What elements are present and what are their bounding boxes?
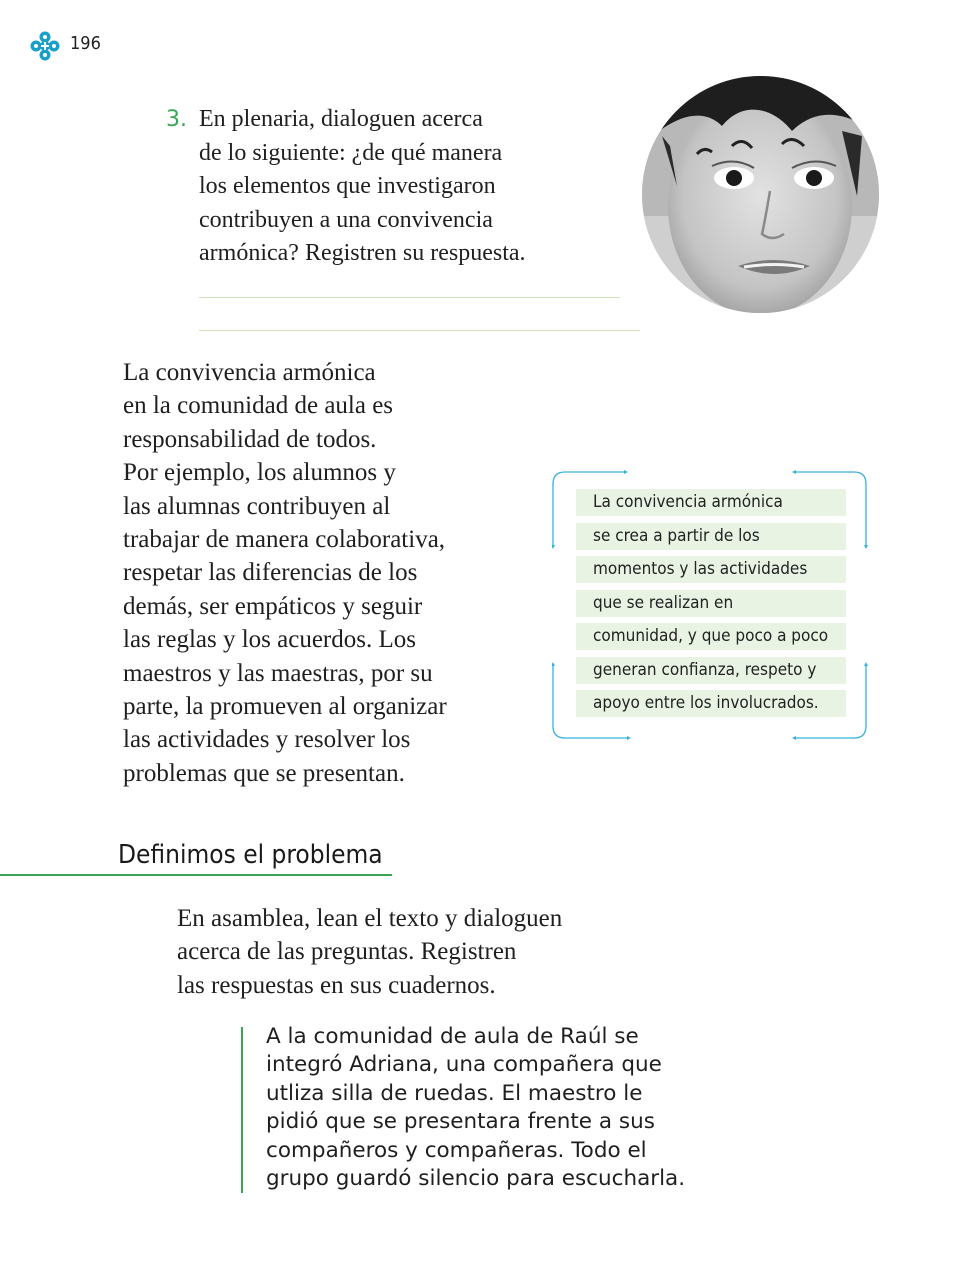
instruction-line: acerca de las preguntas. Registren [177, 938, 517, 966]
child-portrait-photo [642, 76, 879, 313]
body-paragraph [123, 356, 543, 790]
reading-passage [266, 1023, 706, 1193]
question-line: contribuyen a una convivencia [199, 206, 493, 233]
question-number: 3. [166, 107, 187, 132]
section-instruction [177, 902, 697, 1002]
question-line: armónica? Registren su respuesta. [199, 240, 526, 266]
paragraph-line: maestros y las maestras, por su [123, 659, 433, 687]
reading-line: integró Adriana, una compañera que [266, 1052, 662, 1078]
flower-logo-icon [29, 30, 61, 62]
callout-line: apoyo entre los involucrados. [576, 690, 846, 717]
paragraph-line: responsabilidad de todos. [123, 425, 377, 453]
callout-text [576, 489, 846, 724]
answer-line-2[interactable] [199, 330, 640, 331]
question-line: En plenaria, dialoguen acerca [199, 106, 483, 132]
question-text [199, 103, 639, 271]
paragraph-line: La convivencia armónica [123, 359, 376, 386]
page-number: 196 [70, 33, 101, 54]
paragraph-line: las reglas y los acuerdos. Los [123, 626, 416, 654]
reading-line: utliza silla de ruedas. El maestro le [266, 1080, 643, 1106]
paragraph-line: trabajar de manera colaborativa, [123, 526, 446, 554]
reading-quote-bar [241, 1027, 243, 1193]
section-rule [0, 874, 392, 876]
paragraph-line: las actividades y resolver los [123, 726, 411, 754]
answer-line-1[interactable] [199, 297, 620, 298]
paragraph-line: parte, la promueven al organizar [123, 693, 447, 721]
section-title: Definimos el problema [118, 840, 383, 870]
callout-line: comunidad, y que poco a poco [576, 623, 846, 650]
callout-line: que se realizan en [576, 590, 846, 617]
paragraph-line: problemas que se presentan. [123, 759, 405, 787]
callout-line: se crea a partir de los [576, 523, 846, 550]
instruction-line: En asamblea, lean el texto y dialoguen [177, 905, 563, 932]
callout-line: generan confianza, respeto y [576, 657, 846, 684]
reading-line: grupo guardó silencio para escucharla. [266, 1166, 686, 1192]
reading-line: A la comunidad de aula de Raúl se [266, 1024, 639, 1049]
paragraph-line: demás, ser empáticos y seguir [123, 592, 423, 620]
callout-line: momentos y las actividades [576, 556, 846, 583]
paragraph-line: respetar las diferencias de los [123, 559, 418, 587]
instruction-line: las respuestas en sus cuadernos. [177, 971, 496, 999]
callout-line: La convivencia armónica [576, 489, 846, 516]
reading-line: pidió que se presentara frente a sus [266, 1109, 655, 1135]
paragraph-line: en la comunidad de aula es [123, 392, 394, 420]
question-line: los elementos que investigaron [199, 173, 496, 199]
paragraph-line: las alumnas contribuyen al [123, 492, 391, 520]
reading-line: compañeros y compañeras. Todo el [266, 1137, 647, 1163]
question-line: de lo siguiente: ¿de qué manera [199, 139, 503, 166]
paragraph-line: Por ejemplo, los alumnos y [123, 459, 396, 487]
